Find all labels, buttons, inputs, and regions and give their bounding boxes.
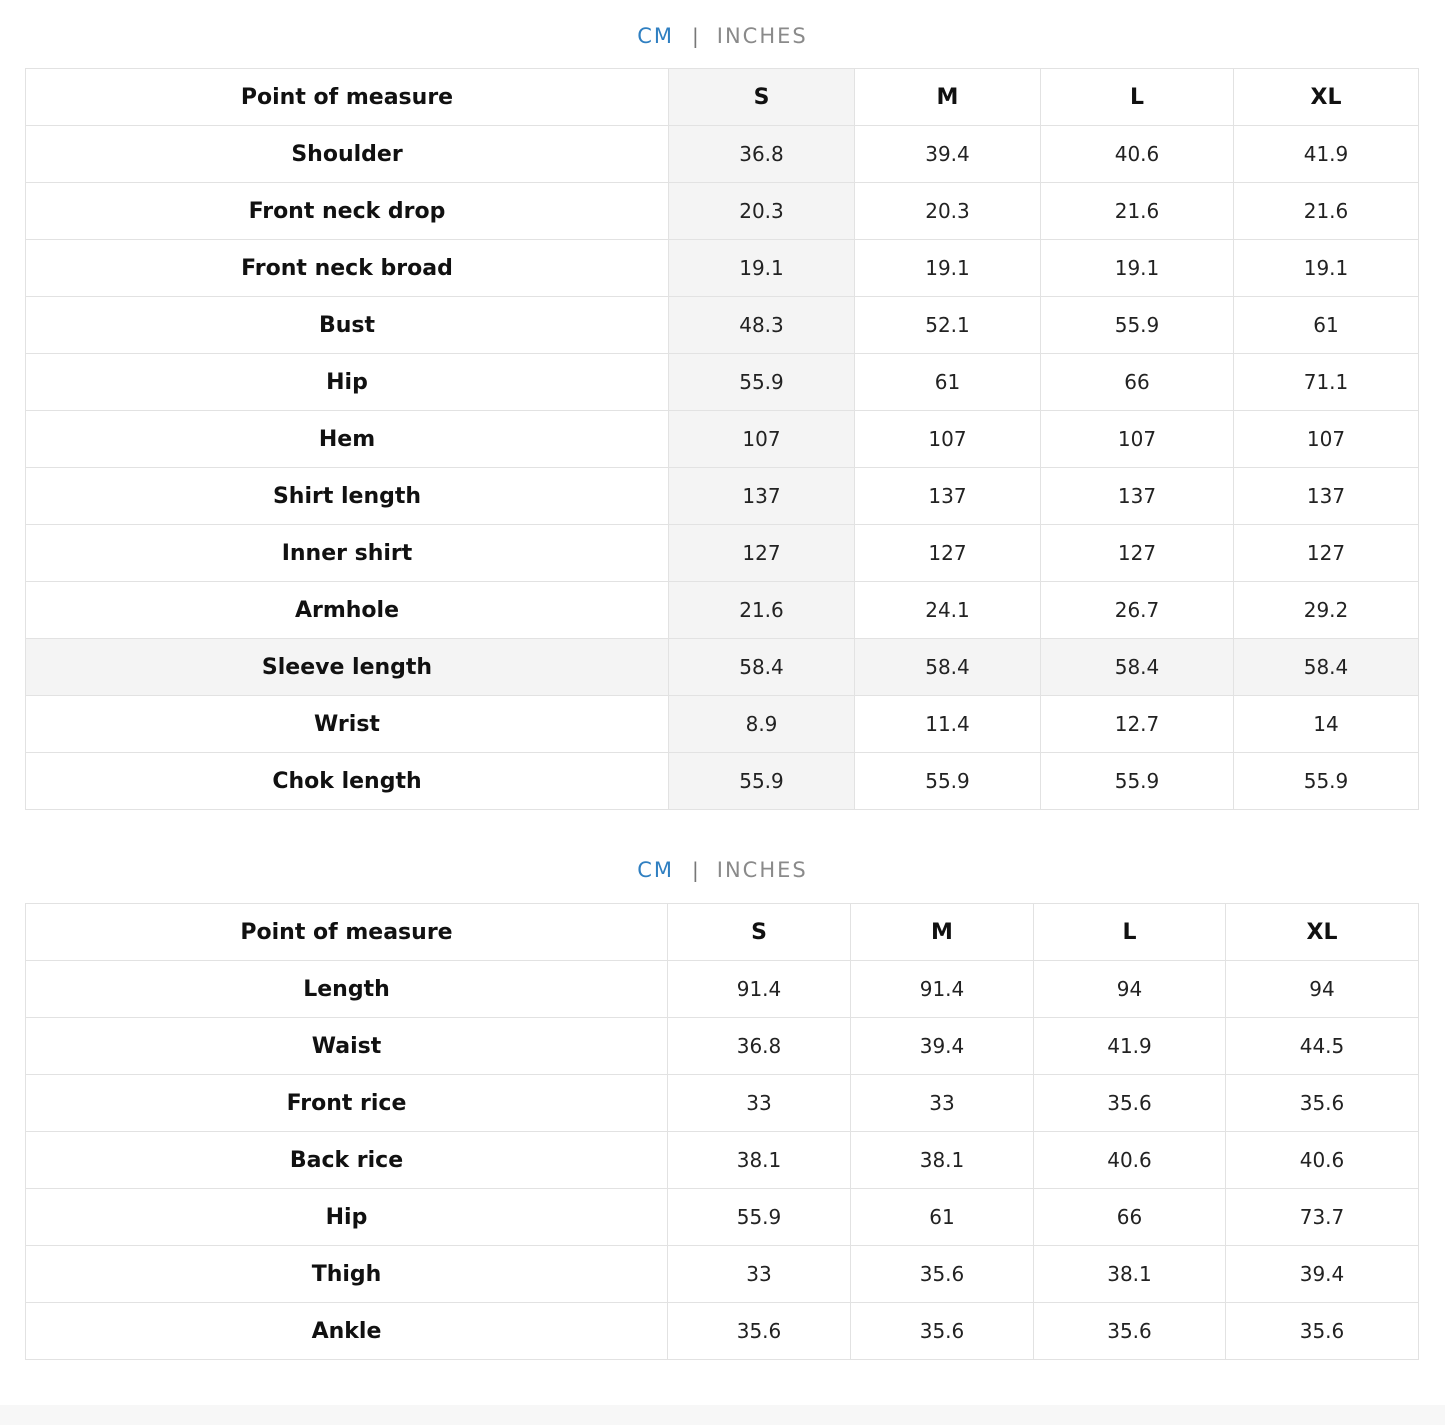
table-row	[26, 1075, 1419, 1132]
measure-label: Thigh	[26, 1246, 668, 1303]
table-row	[26, 126, 1419, 183]
value-size-s: 35.6	[668, 1303, 851, 1360]
value-size-xl: 61	[1234, 297, 1419, 354]
measure-label: Length	[26, 961, 668, 1018]
value-size-l: 12.7	[1041, 696, 1234, 753]
measure-label: Waist	[26, 1018, 668, 1075]
value-size-l: 94	[1034, 961, 1226, 1018]
value-size-s: 127	[669, 525, 855, 582]
table-row	[26, 582, 1419, 639]
value-size-xl: 29.2	[1234, 582, 1419, 639]
value-size-l: 107	[1041, 411, 1234, 468]
measure-label: Ankle	[26, 1303, 668, 1360]
value-size-m: 11.4	[855, 696, 1041, 753]
value-size-m: 107	[855, 411, 1041, 468]
measure-label: Hip	[26, 1189, 668, 1246]
value-size-m: 127	[855, 525, 1041, 582]
header-point-of-measure: Point of measure	[26, 69, 669, 126]
value-size-s: 55.9	[669, 753, 855, 810]
measure-label: Inner shirt	[26, 525, 669, 582]
value-size-xl: 21.6	[1234, 183, 1419, 240]
measure-label: Shirt length	[26, 468, 669, 525]
measure-label: Back rice	[26, 1132, 668, 1189]
table-row	[26, 639, 1419, 696]
header-size-xl: XL	[1234, 69, 1419, 126]
measure-label: Wrist	[26, 696, 669, 753]
value-size-s: 48.3	[669, 297, 855, 354]
unit-cm-option[interactable]: CM	[637, 24, 675, 48]
value-size-m: 55.9	[855, 753, 1041, 810]
value-size-s: 8.9	[669, 696, 855, 753]
measure-label: Shoulder	[26, 126, 669, 183]
value-size-s: 33	[668, 1075, 851, 1132]
value-size-l: 58.4	[1041, 639, 1234, 696]
header-size-s: S	[669, 69, 855, 126]
measure-label: Hem	[26, 411, 669, 468]
table-row	[26, 411, 1419, 468]
header-point-of-measure: Point of measure	[26, 904, 668, 961]
table-row	[26, 240, 1419, 297]
value-size-l: 21.6	[1041, 183, 1234, 240]
header-size-s: S	[668, 904, 851, 961]
table-row	[26, 525, 1419, 582]
table-row	[26, 696, 1419, 753]
value-size-l: 26.7	[1041, 582, 1234, 639]
value-size-s: 20.3	[669, 183, 855, 240]
value-size-xl: 127	[1234, 525, 1419, 582]
table-row	[26, 1303, 1419, 1360]
unit-inches-option[interactable]: INCHES	[716, 24, 808, 48]
table-row	[26, 1132, 1419, 1189]
table-row	[26, 183, 1419, 240]
table-row	[26, 354, 1419, 411]
header-size-m: M	[855, 69, 1041, 126]
value-size-s: 36.8	[669, 126, 855, 183]
value-size-m: 19.1	[855, 240, 1041, 297]
value-size-l: 40.6	[1034, 1132, 1226, 1189]
measure-label: Front neck broad	[26, 240, 669, 297]
value-size-s: 21.6	[669, 582, 855, 639]
value-size-m: 24.1	[855, 582, 1041, 639]
unit-toggle-bottom	[0, 855, 1445, 885]
value-size-s: 36.8	[668, 1018, 851, 1075]
header-size-l: L	[1041, 69, 1234, 126]
value-size-s: 55.9	[668, 1189, 851, 1246]
value-size-l: 66	[1041, 354, 1234, 411]
table-header-row	[26, 904, 1419, 961]
header-size-xl: XL	[1226, 904, 1419, 961]
value-size-m: 58.4	[855, 639, 1041, 696]
bottom-size-table	[25, 903, 1419, 1360]
value-size-xl: 41.9	[1234, 126, 1419, 183]
measure-label: Front rice	[26, 1075, 668, 1132]
value-size-l: 55.9	[1041, 753, 1234, 810]
table-row	[26, 753, 1419, 810]
measure-label: Sleeve length	[26, 639, 669, 696]
value-size-l: 40.6	[1041, 126, 1234, 183]
table-row	[26, 297, 1419, 354]
value-size-xl: 39.4	[1226, 1246, 1419, 1303]
unit-separator: |	[692, 858, 701, 882]
value-size-s: 38.1	[668, 1132, 851, 1189]
value-size-l: 35.6	[1034, 1075, 1226, 1132]
value-size-s: 137	[669, 468, 855, 525]
table-row	[26, 468, 1419, 525]
measure-label: Front neck drop	[26, 183, 669, 240]
value-size-xl: 35.6	[1226, 1075, 1419, 1132]
value-size-l: 55.9	[1041, 297, 1234, 354]
table-row	[26, 1246, 1419, 1303]
value-size-l: 19.1	[1041, 240, 1234, 297]
value-size-xl: 44.5	[1226, 1018, 1419, 1075]
page-bottom-strip	[0, 1405, 1445, 1425]
table-header-row	[26, 69, 1419, 126]
table-row	[26, 1018, 1419, 1075]
value-size-m: 39.4	[851, 1018, 1034, 1075]
table-row	[26, 1189, 1419, 1246]
value-size-m: 39.4	[855, 126, 1041, 183]
value-size-xl: 19.1	[1234, 240, 1419, 297]
header-size-m: M	[851, 904, 1034, 961]
measure-label: Armhole	[26, 582, 669, 639]
value-size-m: 137	[855, 468, 1041, 525]
value-size-l: 38.1	[1034, 1246, 1226, 1303]
value-size-m: 61	[855, 354, 1041, 411]
value-size-xl: 14	[1234, 696, 1419, 753]
value-size-m: 52.1	[855, 297, 1041, 354]
unit-inches-option[interactable]: INCHES	[716, 858, 808, 882]
value-size-m: 61	[851, 1189, 1034, 1246]
value-size-xl: 94	[1226, 961, 1419, 1018]
value-size-s: 55.9	[669, 354, 855, 411]
value-size-xl: 58.4	[1234, 639, 1419, 696]
unit-toggle-top	[0, 21, 1445, 51]
value-size-l: 127	[1041, 525, 1234, 582]
value-size-s: 91.4	[668, 961, 851, 1018]
unit-separator: |	[692, 24, 701, 48]
value-size-m: 20.3	[855, 183, 1041, 240]
value-size-s: 33	[668, 1246, 851, 1303]
value-size-m: 35.6	[851, 1303, 1034, 1360]
value-size-xl: 55.9	[1234, 753, 1419, 810]
value-size-l: 41.9	[1034, 1018, 1226, 1075]
value-size-xl: 35.6	[1226, 1303, 1419, 1360]
value-size-m: 91.4	[851, 961, 1034, 1018]
value-size-l: 35.6	[1034, 1303, 1226, 1360]
value-size-m: 35.6	[851, 1246, 1034, 1303]
top-size-table	[25, 68, 1419, 810]
header-size-l: L	[1034, 904, 1226, 961]
value-size-m: 33	[851, 1075, 1034, 1132]
measure-label: Bust	[26, 297, 669, 354]
value-size-s: 19.1	[669, 240, 855, 297]
value-size-xl: 73.7	[1226, 1189, 1419, 1246]
value-size-xl: 40.6	[1226, 1132, 1419, 1189]
value-size-s: 107	[669, 411, 855, 468]
value-size-s: 58.4	[669, 639, 855, 696]
value-size-xl: 71.1	[1234, 354, 1419, 411]
table-row	[26, 961, 1419, 1018]
value-size-l: 66	[1034, 1189, 1226, 1246]
measure-label: Chok length	[26, 753, 669, 810]
value-size-l: 137	[1041, 468, 1234, 525]
unit-cm-option[interactable]: CM	[637, 858, 675, 882]
value-size-m: 38.1	[851, 1132, 1034, 1189]
measure-label: Hip	[26, 354, 669, 411]
value-size-xl: 107	[1234, 411, 1419, 468]
value-size-xl: 137	[1234, 468, 1419, 525]
